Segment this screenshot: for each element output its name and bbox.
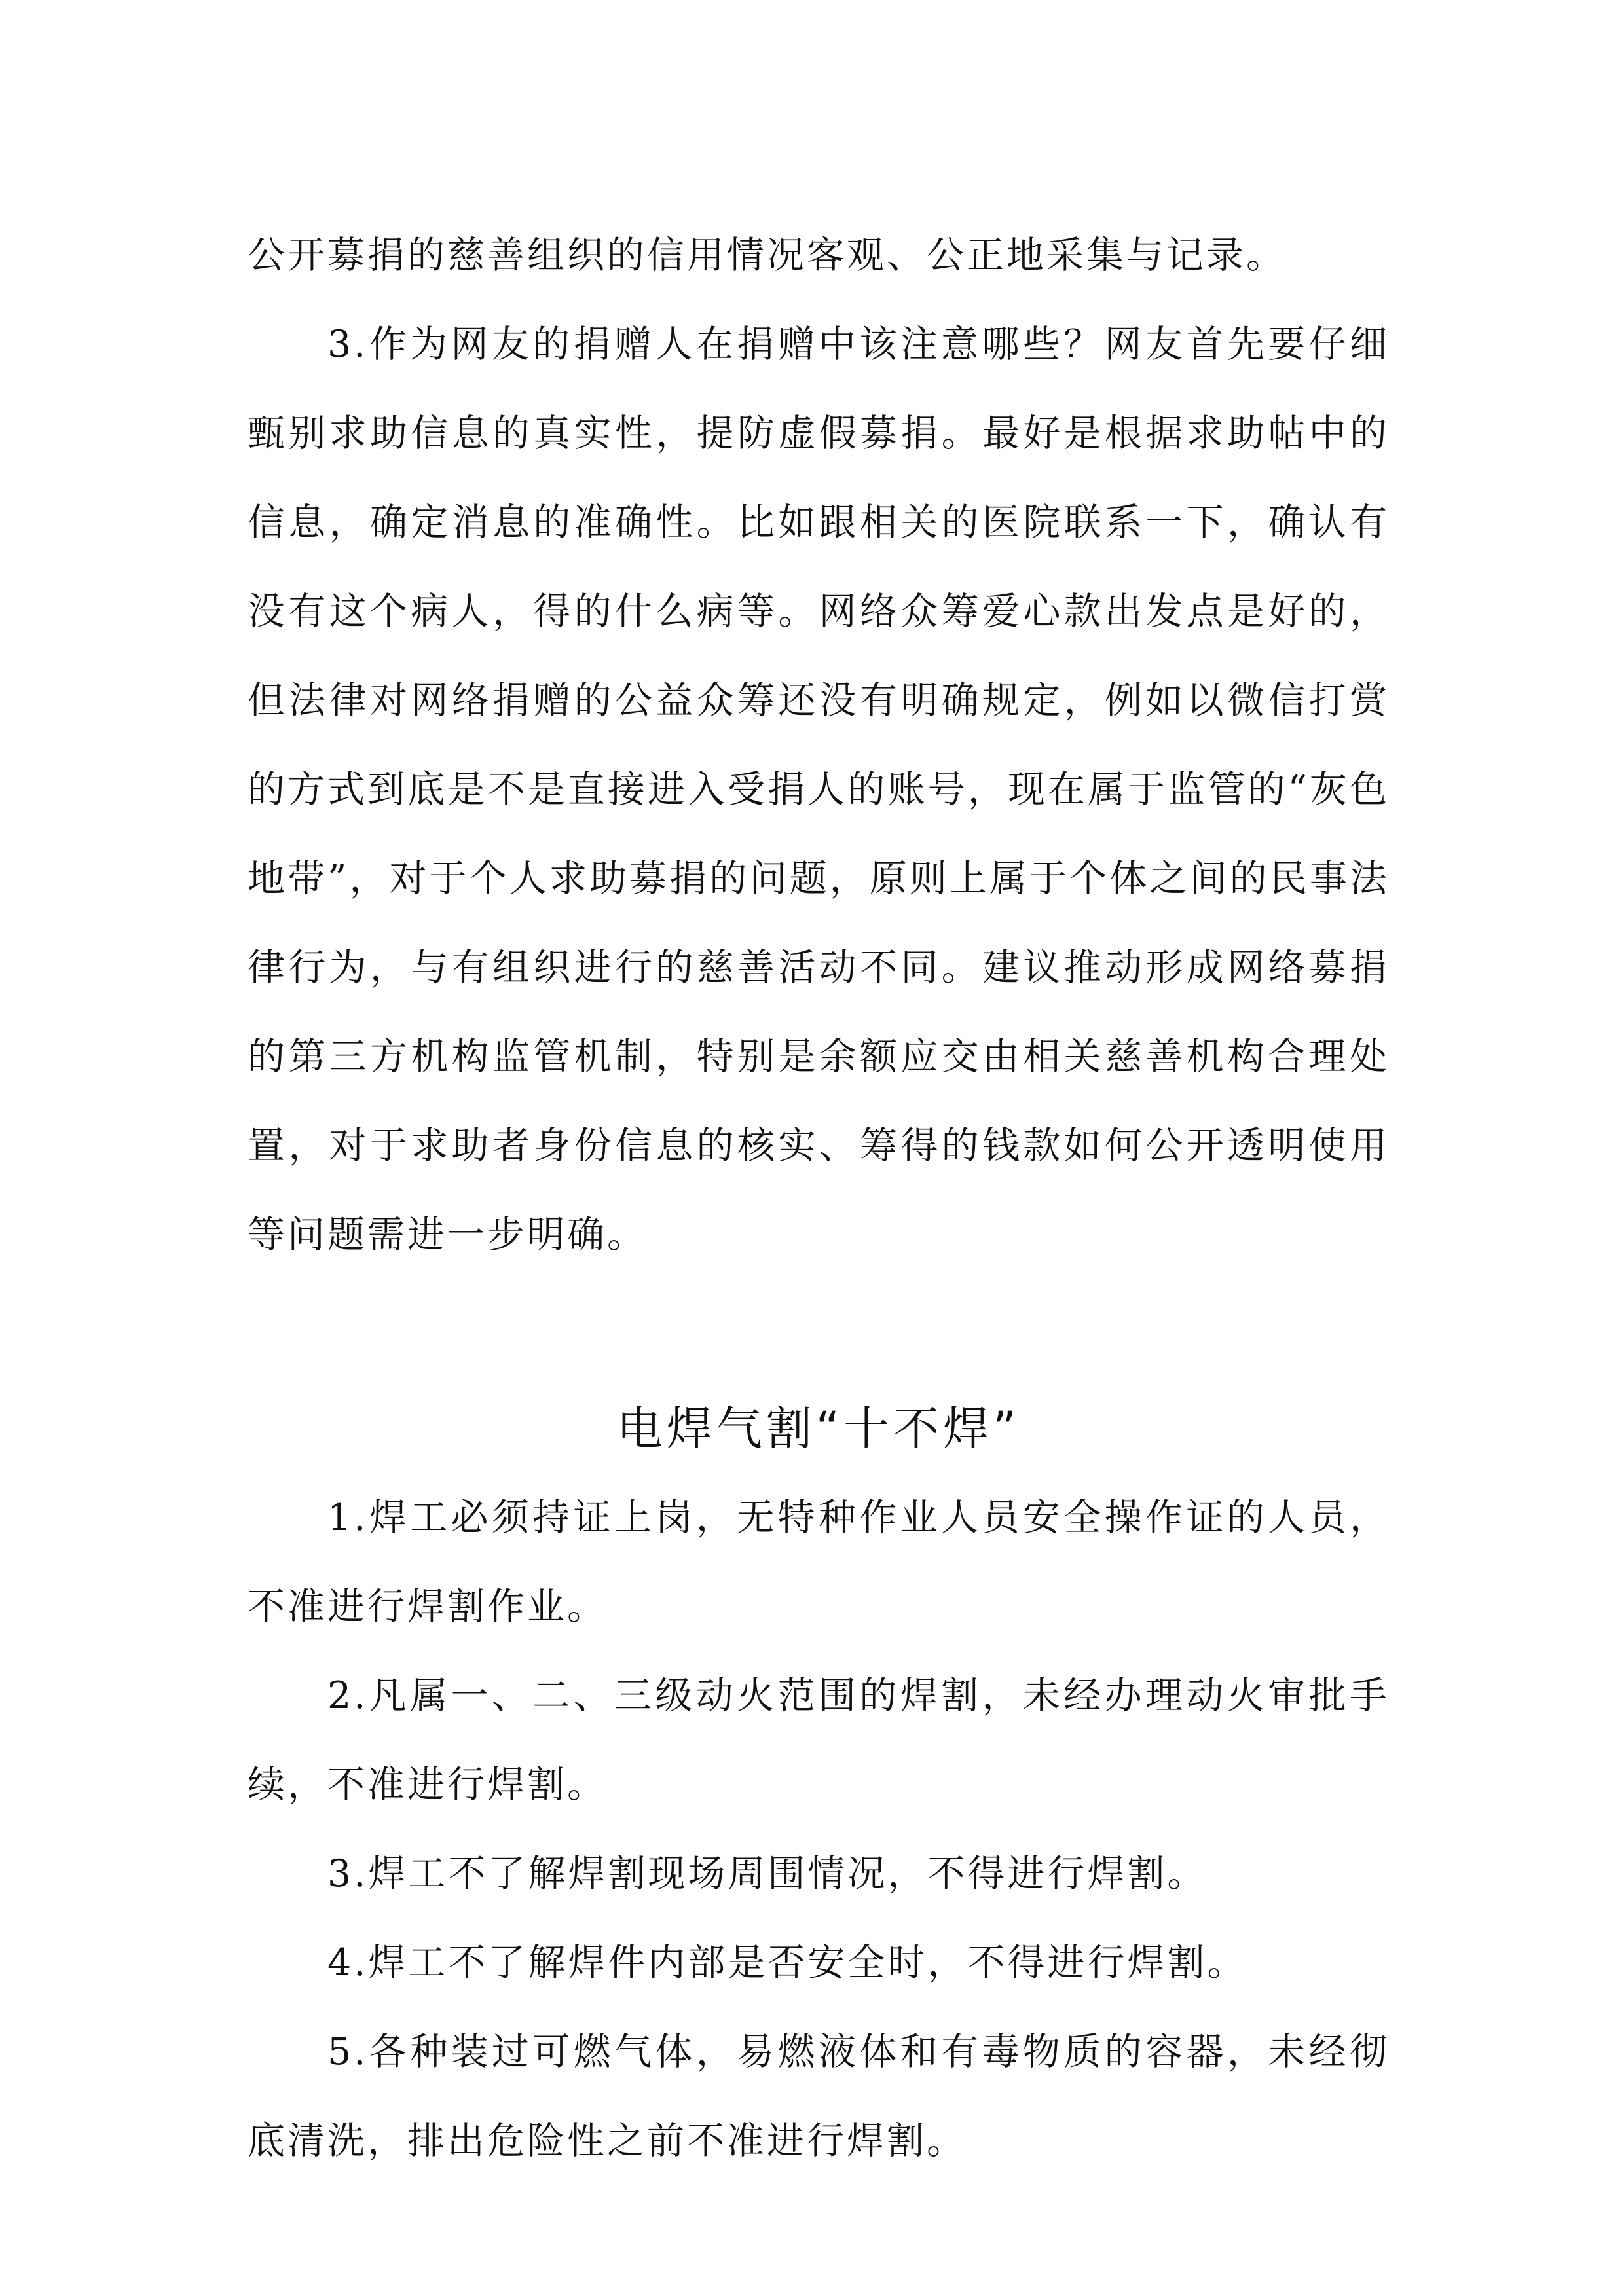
rule-item-2: 2.凡属一、二、三级动火范围的焊割，未经办理动火审批手续，不准进行焊割。 [248,1674,1390,1806]
section-title: 电焊气割“十不焊” [616,1402,1021,1455]
rule-item-4: 4.焊工不了解焊件内部是否安全时，不得进行焊割。 [327,1941,1247,1984]
section-spacer [248,1279,1390,1384]
rule-item-3: 3.焊工不了解焊割现场周围情况，不得进行焊割。 [327,1852,1208,1895]
paragraph-continuation: 公开募捐的慈善组织的信用情况客观、公正地采集与记录。 [248,234,1286,277]
document-body [248,211,1390,2185]
rule-item-1: 1.焊工必须持证上岗，无特种作业人员安全操作证的人员，不准进行焊割作业。 [248,1496,1390,1628]
paragraph-donor-advice: 3.作为网友的捐赠人在捐赠中该注意哪些？网友首先要仔细甄别求助信息的真实性，提防虚假募捐。最好是根据求助帖中的信息，确定消息的准确性。比如跟相关的医院联系一下，确认有没有这个病人，得的什么病等。网络众筹爱心款出发点是好的，但法律对网络捐赠的公益众筹还没有明确规定，例如以微信打赏的方式到底是不是直接进入受捐人的账号，现在属于监管的“灰色地带”，对于个人求助募捐的问题，原则上属于个体之间的民事法律行为，与有组织进行的慈善活动不同。建议推动形成网络募捐的第三方机构监管机制，特别是余额应交由相关慈善机构合理处置，对于求助者身份信息的核实、筹得的钱款如何公开透明使用等问题需进一步明确。 [248,323,1390,1256]
rule-item-5: 5.各种装过可燃气体，易燃液体和有毒物质的容器，未经彻底清洗，排出危险性之前不准进行焊割。 [248,2030,1390,2162]
